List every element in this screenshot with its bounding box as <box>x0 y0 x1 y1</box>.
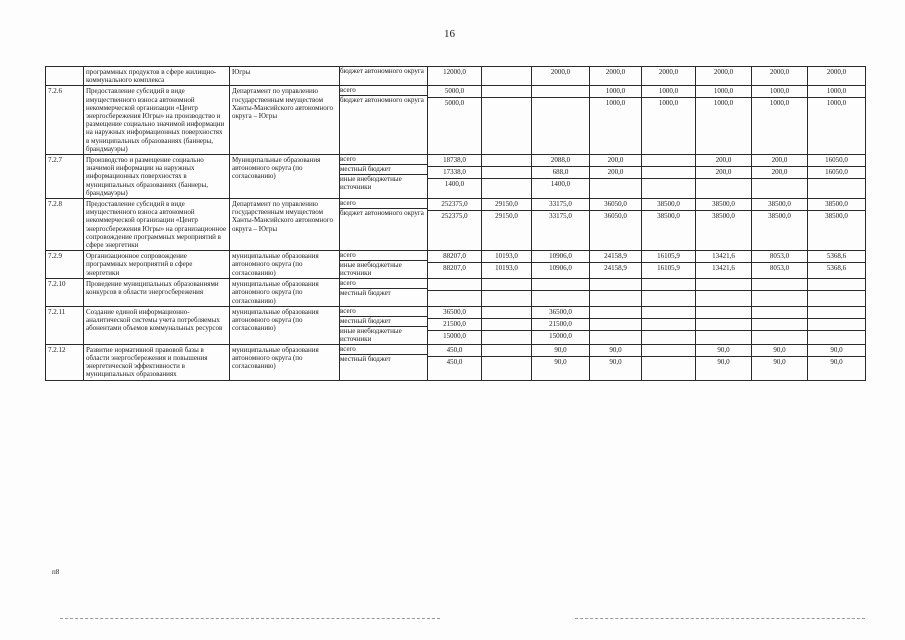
amount-value: 200,0 <box>696 167 751 179</box>
amount-value: 90,0 <box>609 357 622 366</box>
amount-value <box>482 67 531 78</box>
amount-value <box>696 307 751 319</box>
amount-value: 1000,0 <box>752 86 807 98</box>
amount-cell-total <box>428 306 482 344</box>
item-number: 7.2.10 <box>46 279 84 307</box>
amount-value: 15000,0 <box>443 331 466 340</box>
amount-value: 16105,9 <box>642 251 695 263</box>
amount-cell-total <box>428 67 482 86</box>
amount-cell-y7 <box>808 306 866 344</box>
amount-value: 252375,0 <box>441 212 468 221</box>
responsible-executor: муниципальные образования автономного округа (по согласованию) <box>230 279 340 307</box>
amount-value: 5000,0 <box>444 99 465 108</box>
measure-name: Развитие нормативной правовой базы в области энергосбережения и повышения энергетической эффективности в муниципальных образованиях <box>84 344 230 380</box>
budget-table <box>45 66 866 381</box>
amount-value <box>482 279 531 291</box>
amount-cell-y1 <box>482 251 532 279</box>
amount-value: 5000,0 <box>428 86 481 98</box>
amount-value: 10906,0 <box>532 251 589 263</box>
amount-value: 450,0 <box>446 357 463 366</box>
amount-value: 1000,0 <box>808 86 865 98</box>
amount-value: 8053,0 <box>769 264 790 273</box>
amount-value <box>808 279 865 291</box>
amount-cell-y7 <box>808 279 866 307</box>
amount-value: 90,0 <box>554 357 567 366</box>
funding-source: местный бюджет <box>340 165 427 175</box>
amount-cell-total <box>428 344 482 380</box>
amount-cell-y2 <box>532 279 590 307</box>
amount-cell-total <box>428 86 482 155</box>
amount-cell-y7 <box>808 67 866 86</box>
amount-value <box>482 307 531 319</box>
amount-cell-y5 <box>696 155 752 199</box>
amount-value <box>642 291 695 302</box>
measure-name: программных продуктов в сфере жилищно-коммунального комплекса <box>84 67 230 86</box>
amount-value: 33175,0 <box>532 199 589 211</box>
amount-value <box>642 179 695 190</box>
amount-value <box>532 291 589 302</box>
table-row <box>46 344 866 380</box>
measure-name: Производство и размещение социально значимой информации на наружных информационных поверхностях в муниципальных образованиях (баннеры, брандмауэры) <box>84 155 230 199</box>
amount-cell-y5 <box>696 251 752 279</box>
amount-value: 38500,0 <box>752 199 807 211</box>
amount-value: 88207,0 <box>428 251 481 263</box>
amount-value: 1000,0 <box>590 86 641 98</box>
funding-sources-cell <box>340 279 428 307</box>
amount-value <box>482 291 531 302</box>
responsible-executor: Департамент по управлению государственным имуществом Ханты-Мансийского автономного округа – Югры <box>230 199 340 251</box>
amount-cell-y3 <box>590 344 642 380</box>
amount-value <box>642 319 695 331</box>
funding-source: местный бюджет <box>340 317 427 327</box>
funding-source: бюджет автономного округа <box>340 209 424 218</box>
amount-value <box>642 357 695 368</box>
amount-value: 450,0 <box>428 345 481 357</box>
amount-value <box>642 155 695 167</box>
amount-cell-y3 <box>590 155 642 199</box>
amount-value: 2000,0 <box>769 68 790 76</box>
amount-value: 29150,0 <box>495 212 518 221</box>
amount-value: 2000,0 <box>713 68 734 76</box>
amount-cell-y5 <box>696 279 752 307</box>
amount-value: 38500,0 <box>696 199 751 211</box>
amount-cell-y2 <box>532 155 590 199</box>
amount-value <box>696 179 751 190</box>
amount-value: 38500,0 <box>808 199 865 211</box>
amount-value: 8053,0 <box>752 251 807 263</box>
amount-value <box>808 307 865 319</box>
amount-value <box>482 331 531 342</box>
amount-value <box>752 319 807 331</box>
amount-cell-y3 <box>590 67 642 86</box>
amount-cell-y4 <box>642 199 696 251</box>
amount-value: 1400,0 <box>444 180 465 189</box>
amount-value: 1400,0 <box>550 180 571 189</box>
amount-cell-y7 <box>808 199 866 251</box>
amount-value: 88207,0 <box>443 264 466 273</box>
amount-value <box>808 331 865 342</box>
amount-value: 36500,0 <box>428 307 481 319</box>
amount-cell-y3 <box>590 86 642 155</box>
amount-cell-y7 <box>808 344 866 380</box>
amount-value <box>642 331 695 342</box>
funding-source: всего <box>340 86 427 96</box>
amount-value: 90,0 <box>696 345 751 357</box>
amount-value: 38500,0 <box>657 212 680 221</box>
table-row <box>46 279 866 307</box>
amount-cell-y5 <box>696 344 752 380</box>
amount-cell-y2 <box>532 344 590 380</box>
funding-sources-cell <box>340 67 428 86</box>
amount-value: 36050,0 <box>604 212 627 221</box>
amount-value <box>532 86 589 98</box>
funding-source: всего <box>340 251 427 261</box>
amount-value: 688,0 <box>532 167 589 179</box>
page-number: 16 <box>444 28 455 40</box>
amount-value: 21500,0 <box>428 319 481 331</box>
amount-value <box>590 319 641 331</box>
amount-cell-y6 <box>752 279 808 307</box>
funding-sources-cell <box>340 155 428 199</box>
funding-source: всего <box>340 199 427 209</box>
table-row <box>46 199 866 251</box>
amount-value: 38500,0 <box>768 212 791 221</box>
amount-cell-y3 <box>590 199 642 251</box>
amount-cell-y2 <box>532 251 590 279</box>
responsible-executor: Департамент по управлению государственным имуществом Ханты-Мансийского автономного округа – Югры <box>230 86 340 155</box>
amount-value <box>752 331 807 342</box>
amount-cell-y6 <box>752 251 808 279</box>
amount-value: 2000,0 <box>605 68 626 76</box>
funding-sources-cell <box>340 306 428 344</box>
amount-cell-y6 <box>752 155 808 199</box>
responsible-executor: Муниципальные образования автономного округа (по согласованию) <box>230 155 340 199</box>
funding-source: иные внебюджетные источники <box>340 175 402 192</box>
amount-value: 13421,6 <box>696 251 751 263</box>
funding-source: всего <box>340 307 427 317</box>
amount-value <box>696 291 751 302</box>
amount-value <box>428 291 481 302</box>
amount-value: 252375,0 <box>428 199 481 211</box>
funding-source: местный бюджет <box>340 289 391 298</box>
amount-value <box>532 279 589 291</box>
measure-name: Создание единой информационно-аналитической системы учета потребляемых абонентами объемов коммунальных ресурсов <box>84 306 230 344</box>
amount-value <box>590 179 641 190</box>
amount-value: 16050,0 <box>808 167 865 179</box>
scan-artifact-line <box>575 618 865 619</box>
amount-value: 21500,0 <box>532 319 589 331</box>
amount-value <box>590 307 641 319</box>
funding-source: всего <box>340 279 427 289</box>
amount-value: 17338,0 <box>428 167 481 179</box>
funding-source: всего <box>340 345 427 355</box>
amount-value <box>482 98 531 109</box>
amount-value: 18738,0 <box>428 155 481 167</box>
amount-cell-y5 <box>696 306 752 344</box>
amount-value: 13421,6 <box>712 264 735 273</box>
amount-value <box>482 179 531 190</box>
item-number: 7.2.11 <box>46 306 84 344</box>
amount-cell-y3 <box>590 279 642 307</box>
amount-value: 90,0 <box>532 345 589 357</box>
amount-cell-y3 <box>590 251 642 279</box>
amount-value <box>482 155 531 167</box>
amount-value: 5368,6 <box>826 264 847 273</box>
responsible-executor: Югры <box>230 67 340 86</box>
funding-source: иные внебюджетные источники <box>340 261 402 278</box>
amount-value: 16105,9 <box>657 264 680 273</box>
amount-value: 200,0 <box>590 167 641 179</box>
item-number: 7.2.9 <box>46 251 84 279</box>
amount-value <box>642 307 695 319</box>
amount-value: 33175,0 <box>549 212 572 221</box>
amount-cell-y1 <box>482 306 532 344</box>
amount-value <box>532 98 589 109</box>
amount-cell-y1 <box>482 199 532 251</box>
amount-value: 200,0 <box>752 155 807 167</box>
amount-value: 38500,0 <box>642 199 695 211</box>
amount-value: 2000,0 <box>550 68 571 76</box>
amount-value: 90,0 <box>752 345 807 357</box>
scan-artifact-line <box>60 618 440 619</box>
amount-value: 90,0 <box>773 357 786 366</box>
amount-cell-y7 <box>808 86 866 155</box>
funding-sources-cell <box>340 86 428 155</box>
amount-cell-y5 <box>696 86 752 155</box>
amount-value: 200,0 <box>752 167 807 179</box>
amount-value: 90,0 <box>808 345 865 357</box>
amount-value <box>642 345 695 357</box>
amount-cell-total <box>428 279 482 307</box>
amount-value <box>696 279 751 291</box>
amount-value: 10193,0 <box>482 251 531 263</box>
amount-value: 2088,0 <box>532 155 589 167</box>
item-number <box>46 67 84 86</box>
amount-value <box>642 279 695 291</box>
amount-cell-y2 <box>532 86 590 155</box>
measure-name: Предоставление субсидий в виде имущественного взноса автономной некоммерческой организации «Центр энергосбережения Югры» на производство и размещение социально значимой информации на наружных информационных поверхностях в муниципальных образованиях (баннеры, брандмауэры) <box>84 86 230 155</box>
amount-cell-total <box>428 199 482 251</box>
amount-value: 2000,0 <box>658 68 679 76</box>
amount-value: 5368,6 <box>808 251 865 263</box>
amount-value <box>590 279 641 291</box>
funding-sources-cell <box>340 344 428 380</box>
amount-value <box>642 167 695 179</box>
amount-value <box>482 357 531 368</box>
item-number: 7.2.8 <box>46 199 84 251</box>
amount-cell-y4 <box>642 155 696 199</box>
amount-cell-y7 <box>808 251 866 279</box>
amount-cell-y1 <box>482 155 532 199</box>
amount-cell-y2 <box>532 306 590 344</box>
amount-value: 24158,9 <box>604 264 627 273</box>
amount-cell-y5 <box>696 67 752 86</box>
funding-sources-cell <box>340 199 428 251</box>
amount-cell-y1 <box>482 344 532 380</box>
amount-value <box>482 319 531 331</box>
table-row <box>46 155 866 199</box>
measure-name: Проведение муниципальных образованиями конкурсов в области энергосбережения <box>84 279 230 307</box>
amount-value <box>482 345 531 357</box>
amount-value <box>428 279 481 291</box>
amount-cell-y2 <box>532 67 590 86</box>
amount-value: 1000,0 <box>642 86 695 98</box>
responsible-executor: муниципальные образования автономного округа (по согласованию) <box>230 251 340 279</box>
amount-cell-y7 <box>808 155 866 199</box>
responsible-executor: муниципальные образования автономного округа (по согласованию) <box>230 306 340 344</box>
amount-cell-total <box>428 251 482 279</box>
amount-value <box>808 319 865 331</box>
amount-cell-y1 <box>482 86 532 155</box>
amount-value: 90,0 <box>830 357 843 366</box>
amount-value <box>752 291 807 302</box>
amount-cell-y6 <box>752 306 808 344</box>
amount-value: 1000,0 <box>605 99 626 108</box>
funding-source: иные внебюджетные источники <box>340 326 402 343</box>
amount-value <box>590 291 641 302</box>
amount-value: 90,0 <box>717 357 730 366</box>
amount-value: 2000,0 <box>826 68 847 76</box>
item-number: 7.2.6 <box>46 86 84 155</box>
amount-value: 12000,0 <box>443 68 466 76</box>
amount-value <box>752 279 807 291</box>
amount-value: 24158,9 <box>590 251 641 263</box>
amount-cell-y6 <box>752 67 808 86</box>
amount-cell-y6 <box>752 199 808 251</box>
amount-value <box>590 331 641 342</box>
table-row <box>46 67 866 86</box>
amount-value: 36050,0 <box>590 199 641 211</box>
table-row <box>46 86 866 155</box>
responsible-executor: муниципальные образования автономного округа (по согласованию) <box>230 344 340 380</box>
amount-value <box>482 86 531 98</box>
amount-value: 36500,0 <box>532 307 589 319</box>
amount-value <box>752 307 807 319</box>
amount-value <box>808 179 865 190</box>
amount-cell-y6 <box>752 344 808 380</box>
amount-value: 38500,0 <box>712 212 735 221</box>
amount-value: 10193,0 <box>495 264 518 273</box>
amount-value: 1000,0 <box>826 99 847 108</box>
measure-name: Организационное сопровождение программных мероприятий в сфере энергетики <box>84 251 230 279</box>
amount-value: 1000,0 <box>769 99 790 108</box>
funding-source: бюджет автономного округа <box>340 67 424 75</box>
amount-value: 1000,0 <box>713 99 734 108</box>
funding-source: местный бюджет <box>340 354 391 363</box>
amount-cell-y6 <box>752 86 808 155</box>
funding-source: бюджет автономного округа <box>340 96 424 105</box>
funding-source: всего <box>340 155 427 165</box>
amount-value: 90,0 <box>590 345 641 357</box>
amount-value: 38500,0 <box>825 212 848 221</box>
amount-cell-y4 <box>642 344 696 380</box>
amount-value: 200,0 <box>696 155 751 167</box>
table-row <box>46 251 866 279</box>
amount-value <box>696 331 751 342</box>
amount-value: 1000,0 <box>696 86 751 98</box>
amount-cell-y2 <box>532 199 590 251</box>
funding-sources-cell <box>340 251 428 279</box>
amount-value: 1000,0 <box>658 99 679 108</box>
amount-cell-y1 <box>482 67 532 86</box>
amount-value <box>482 167 531 179</box>
amount-cell-y4 <box>642 306 696 344</box>
item-number: 7.2.12 <box>46 344 84 380</box>
item-number: 7.2.7 <box>46 155 84 199</box>
amount-cell-total <box>428 155 482 199</box>
amount-cell-y4 <box>642 251 696 279</box>
amount-value <box>808 291 865 302</box>
amount-cell-y1 <box>482 279 532 307</box>
amount-cell-y4 <box>642 279 696 307</box>
amount-cell-y3 <box>590 306 642 344</box>
amount-cell-y4 <box>642 67 696 86</box>
amount-value: 16050,0 <box>808 155 865 167</box>
amount-value <box>752 179 807 190</box>
amount-value: 10906,0 <box>549 264 572 273</box>
amount-value: 29150,0 <box>482 199 531 211</box>
table-row <box>46 306 866 344</box>
footer-note: п8 <box>52 568 60 576</box>
amount-value: 200,0 <box>590 155 641 167</box>
amount-value: 15000,0 <box>549 331 572 340</box>
amount-value <box>696 319 751 331</box>
amount-cell-y4 <box>642 86 696 155</box>
measure-name: Предоставление субсидий в виде имущественного взноса автономной некоммерческой организации «Центр энергосбережения Югры» на организационное сопровождение программных мероприятий в сфере энергетики <box>84 199 230 251</box>
amount-cell-y5 <box>696 199 752 251</box>
